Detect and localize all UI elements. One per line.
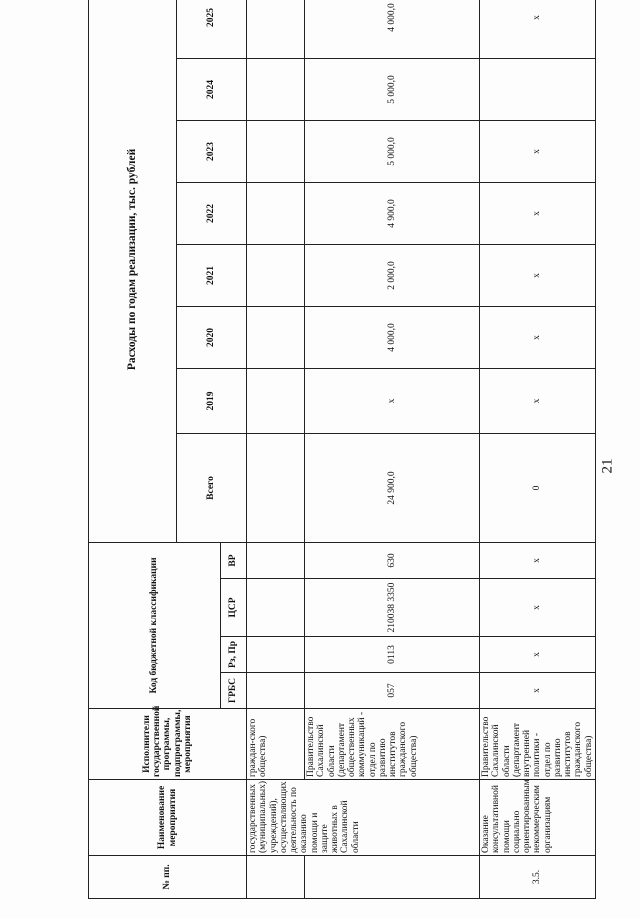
cell-2021 — [247, 244, 305, 306]
cell-2020: 4 000,0 — [305, 306, 480, 368]
cell-grbs — [247, 673, 305, 709]
cell-name: Оказание консультативной помощи социально ориентированным некоммерческим организациям — [480, 780, 596, 856]
cell-rzpr: x — [480, 637, 596, 673]
cell-2022: x — [480, 182, 596, 244]
cell-2025: x — [480, 0, 596, 58]
cell-num: 3.5. — [480, 856, 596, 899]
header-total: Всего — [177, 433, 247, 542]
page-number: 21 — [599, 458, 616, 474]
table-row — [247, 0, 305, 899]
header-vr: ВР — [221, 542, 247, 578]
cell-2023: 5 000,0 — [305, 120, 480, 182]
table-row — [480, 0, 596, 899]
header-year-2020: 2020 — [177, 306, 247, 368]
cell-2024 — [247, 58, 305, 120]
header-csr: ЦСР — [221, 579, 247, 637]
cell-2023: x — [480, 120, 596, 182]
cell-num — [305, 856, 480, 899]
cell-2019 — [247, 368, 305, 433]
cell-vr: x — [480, 542, 596, 578]
cell-2024: 5 000,0 — [305, 58, 480, 120]
cell-2023 — [247, 120, 305, 182]
header-num: № пп. — [89, 856, 247, 899]
header-year-2023: 2023 — [177, 120, 247, 182]
header-year-2021: 2021 — [177, 244, 247, 306]
cell-executor: Правительство Сахалинской области (департамент внутренней политики - отдел по развитию институтов гражданского общества) — [480, 709, 596, 780]
cell-rzpr — [247, 637, 305, 673]
header-executors: Исполнители государственной программы, подпрограммы, мероприятия — [89, 709, 247, 780]
cell-2022 — [247, 182, 305, 244]
cell-2019: x — [305, 368, 480, 433]
cell-vr: 630 — [305, 542, 480, 578]
header-year-2025: 2025 — [177, 0, 247, 58]
budget-table — [88, 0, 596, 899]
header-rzpr: Рз, Пр — [221, 637, 247, 673]
header-year-2024: 2024 — [177, 58, 247, 120]
cell-2022: 4 900,0 — [305, 182, 480, 244]
cell-2025: 4 000,0 — [305, 0, 480, 58]
cell-2019: x — [480, 368, 596, 433]
cell-total: 24 900,0 — [305, 433, 480, 542]
cell-csr — [247, 579, 305, 637]
header-expenses: Расходы по годам реализации, тыс. рублей — [89, 0, 177, 542]
cell-grbs: 057 — [305, 673, 480, 709]
cell-rzpr: 0113 — [305, 637, 480, 673]
cell-2025 — [247, 0, 305, 58]
cell-2021: 2 000,0 — [305, 244, 480, 306]
header-grbs: ГРБС — [221, 673, 247, 709]
cell-grbs: x — [480, 673, 596, 709]
cell-executor: Правительство Сахалинской области (департамент общественных коммуникаций - отдел по развитию институтов гражданского общества) — [305, 709, 480, 780]
header-year-2019: 2019 — [177, 368, 247, 433]
cell-total — [247, 433, 305, 542]
header-year-2022: 2022 — [177, 182, 247, 244]
cell-csr: x — [480, 579, 596, 637]
cell-vr — [247, 542, 305, 578]
cell-num — [247, 856, 305, 899]
cell-2020 — [247, 306, 305, 368]
header-kbk: Код бюджетной классификации — [89, 542, 221, 708]
cell-2020: x — [480, 306, 596, 368]
cell-2024 — [480, 58, 596, 120]
cell-executor: граждан-ского общества) — [247, 709, 305, 780]
table-rotated-container — [88, 3, 594, 899]
table-row — [305, 0, 480, 899]
cell-total: 0 — [480, 433, 596, 542]
cell-2021: x — [480, 244, 596, 306]
cell-csr: 210038 3350 — [305, 579, 480, 637]
table-wrapper — [88, 3, 594, 899]
cell-name: государственных (муниципальных) учреждений), осуществляющих деятельность по оказанию помощи и защите животных в Сахалинской области — [247, 780, 480, 856]
header-name: Наименование мероприятия — [89, 780, 247, 856]
